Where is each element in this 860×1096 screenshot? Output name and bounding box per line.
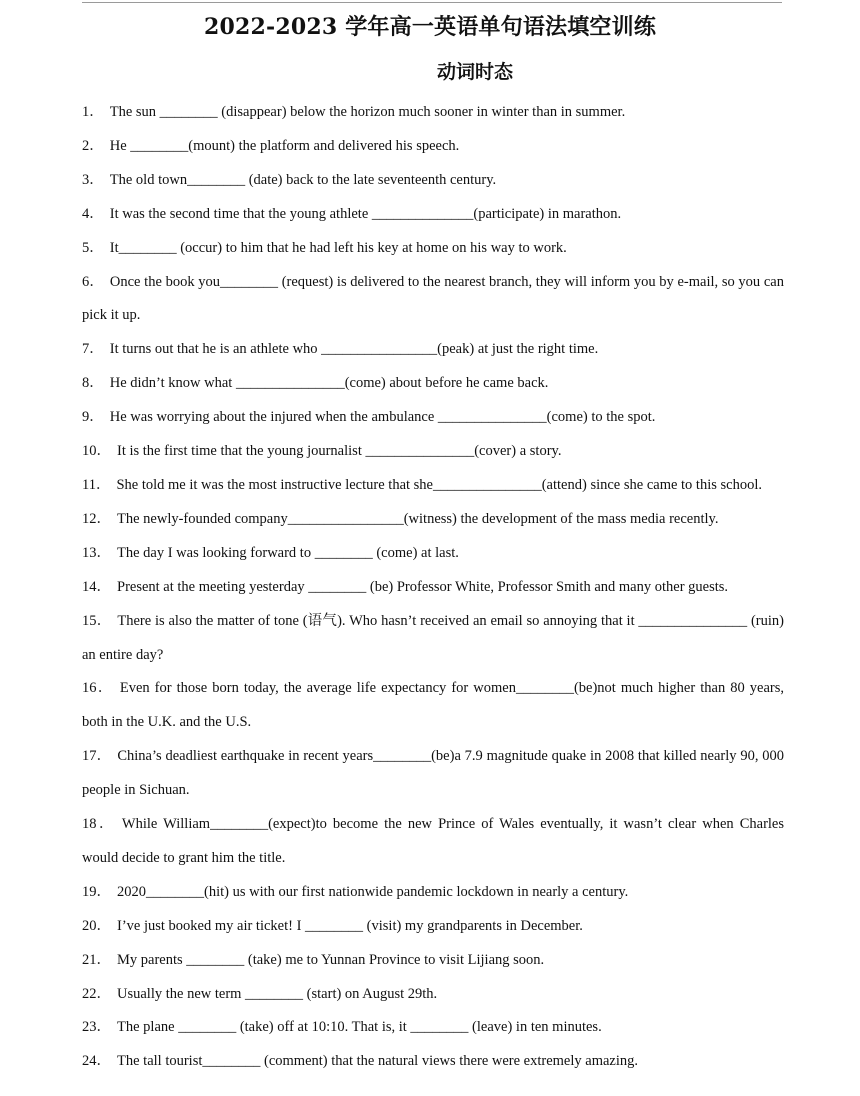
question-item [82, 537, 784, 571]
question-text: China’s deadliest earthquake in recent years________(be)a 7.9 magnitude quake in 2008 that killed nearly 90, 000 people in Sichuan. [82, 748, 785, 799]
question-number: 7． [82, 341, 104, 358]
question-number: 3． [82, 171, 104, 188]
question-number: 14． [82, 578, 111, 595]
question-text: It turns out that he is an athlete who ________________(peak) at just the right time. [109, 341, 599, 358]
question-number: 13． [82, 544, 111, 561]
question-text: There is also the matter of tone (语气). Who hasn’t received an email so annoying that it _______________ (ruin) an entire day? [82, 612, 784, 663]
question-text: The sun ________ (disappear) below the horizon much sooner in winter than in summer. [109, 104, 626, 120]
question-text: Usually the new term ________ (start) on August 29th. [117, 985, 438, 1002]
question-number: 1． [82, 104, 104, 120]
question-item [82, 130, 784, 164]
question-number: 11． [82, 476, 111, 493]
question-item [82, 944, 784, 978]
document-title: 2022-2023 学年高一英语单句语法填空训练 [203, 14, 657, 40]
question-item [82, 266, 784, 334]
question-item [82, 876, 784, 910]
question-number: 15． [82, 612, 112, 629]
question-text: He didn’t know what _______________(come) about before he came back. [109, 375, 549, 392]
question-item [82, 672, 784, 740]
question-number: 2． [82, 137, 104, 154]
question-number: 12． [82, 510, 111, 527]
question-number: 24． [82, 1053, 111, 1070]
question-number: 19． [82, 883, 111, 900]
question-text: It________ (occur) to him that he had left his key at home on his way to work. [109, 239, 567, 256]
question-text: He ________(mount) the platform and delivered his speech. [109, 137, 460, 154]
question-number: 9． [82, 409, 104, 426]
question-text: The old town________ (date) back to the late seventeenth century. [109, 171, 497, 188]
question-number: 4． [82, 205, 104, 222]
question-item [82, 401, 784, 435]
question-text: Once the book you________ (request) is delivered to the nearest branch, they will inform you by e-mail, so you can pick it up. [82, 273, 784, 324]
question-number: 18． [82, 816, 116, 833]
question-item [82, 164, 784, 198]
question-number: 21． [82, 951, 111, 968]
question-text: I’ve just booked my air ticket! I ________ (visit) my grandparents in December. [117, 917, 583, 934]
question-text: Even for those born today, the average life expectancy for women________(be)not much higher than 80 years, both in the U.K. and the U.S. [82, 680, 784, 731]
question-item [82, 469, 784, 503]
question-item [82, 96, 784, 130]
document-subtitle: 动词时态 [436, 61, 513, 83]
question-number: 8． [82, 375, 104, 392]
question-item [82, 435, 784, 469]
question-item [82, 232, 784, 266]
question-text: He was worrying about the injured when the ambulance _______________(come) to the spot. [109, 409, 656, 426]
question-text: The newly-founded company________________(witness) the development of the mass media recently. [117, 510, 719, 527]
question-text: The plane ________ (take) off at 10:10. That is, it ________ (leave) in ten minutes. [117, 1019, 602, 1036]
question-item [82, 503, 784, 537]
question-number: 16． [82, 680, 114, 697]
question-number: 10． [82, 443, 111, 460]
question-item [82, 333, 784, 367]
question-text: 2020________(hit) us with our first nationwide pandemic lockdown in nearly a century. [117, 883, 629, 900]
question-text: Present at the meeting yesterday ________ (be) Professor White, Professor Smith and many other guests. [117, 578, 729, 595]
question-number: 6． [82, 273, 104, 290]
question-item [82, 367, 784, 401]
question-list [82, 96, 784, 1079]
question-item [82, 571, 784, 605]
question-text: The tall tourist________ (comment) that the natural views there were extremely amazing. [117, 1053, 639, 1070]
question-number: 17． [82, 748, 112, 765]
question-text: My parents ________ (take) me to Yunnan Province to visit Lijiang soon. [117, 951, 545, 968]
top-divider [82, 2, 782, 3]
question-item [82, 740, 784, 808]
question-text: It is the first time that the young journalist _______________(cover) a story. [117, 443, 562, 460]
question-text: It was the second time that the young athlete ______________(participate) in marathon. [109, 205, 622, 222]
question-item [82, 910, 784, 944]
question-item [82, 605, 784, 673]
question-text: She told me it was the most instructive lecture that she_______________(attend) since she came to this school. [116, 476, 762, 493]
question-item [82, 1045, 784, 1079]
question-item [82, 808, 784, 876]
question-item [82, 978, 784, 1012]
question-item [82, 1011, 784, 1045]
question-number: 20． [82, 917, 111, 934]
question-item [82, 198, 784, 232]
question-text: While William________(expect)to become the new Prince of Wales eventually, it wasn’t clear when Charles would decide to grant him the title. [82, 816, 785, 866]
question-text: The day I was looking forward to ________ (come) at last. [117, 544, 459, 561]
question-number: 5． [82, 239, 104, 256]
question-number: 23． [82, 1019, 111, 1036]
question-number: 22． [82, 985, 111, 1002]
